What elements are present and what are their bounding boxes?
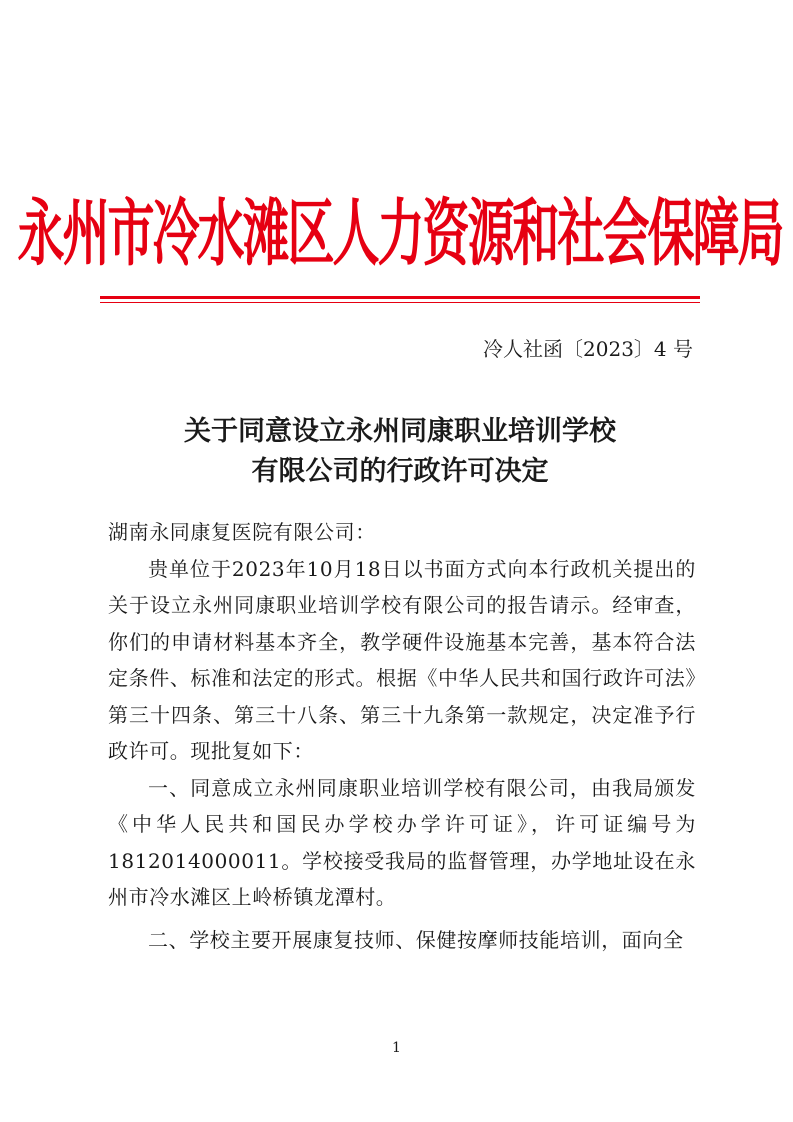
header-rule-thick <box>100 296 700 299</box>
recipient: 湖南永同康复医院有限公司： <box>108 520 376 544</box>
document-title-line-2: 有限公司的行政许可决定 <box>251 456 549 487</box>
organization-name: 永州市冷水滩区人力资源和社会保障局 <box>17 191 783 277</box>
document-number: 冷人社函〔2023〕4 号 <box>483 337 693 361</box>
document-title-line-1: 关于同意设立永州同康职业培训学校 <box>184 416 616 447</box>
paragraph-intro: 贵单位于2023年10月18日以书面方式向本行政机关提出的关于设立永州同康职业培训学校有限公司的报告请示。经审查，你们的申请材料基本齐全，教学硬件设施基本完善，基本符合法定条件、标准和法定的形式。根据《中华人民共和国行政许可法》第三十四条、第三十八条、第三十九条第一款规定，决定准予行政许可。现批复如下： <box>108 556 696 763</box>
document-body <box>108 514 696 958</box>
document-title <box>100 412 700 492</box>
paragraph-item-2: 二、学校主要开展康复技师、保健按摩师技能培训，面向全 <box>148 927 684 952</box>
organization-header <box>17 178 783 278</box>
page-number: 1 <box>392 1040 401 1056</box>
header-rule-thin <box>100 302 700 303</box>
paragraph-item-1: 一、同意成立永州同康职业培训学校有限公司，由我局颁发《中华人民共和国民办学校办学许可证》，许可证编号为1812014000011。学校接受我局的监督管理，办学地址设在永州市冷水滩区上岭桥镇龙潭村。 <box>108 775 696 909</box>
